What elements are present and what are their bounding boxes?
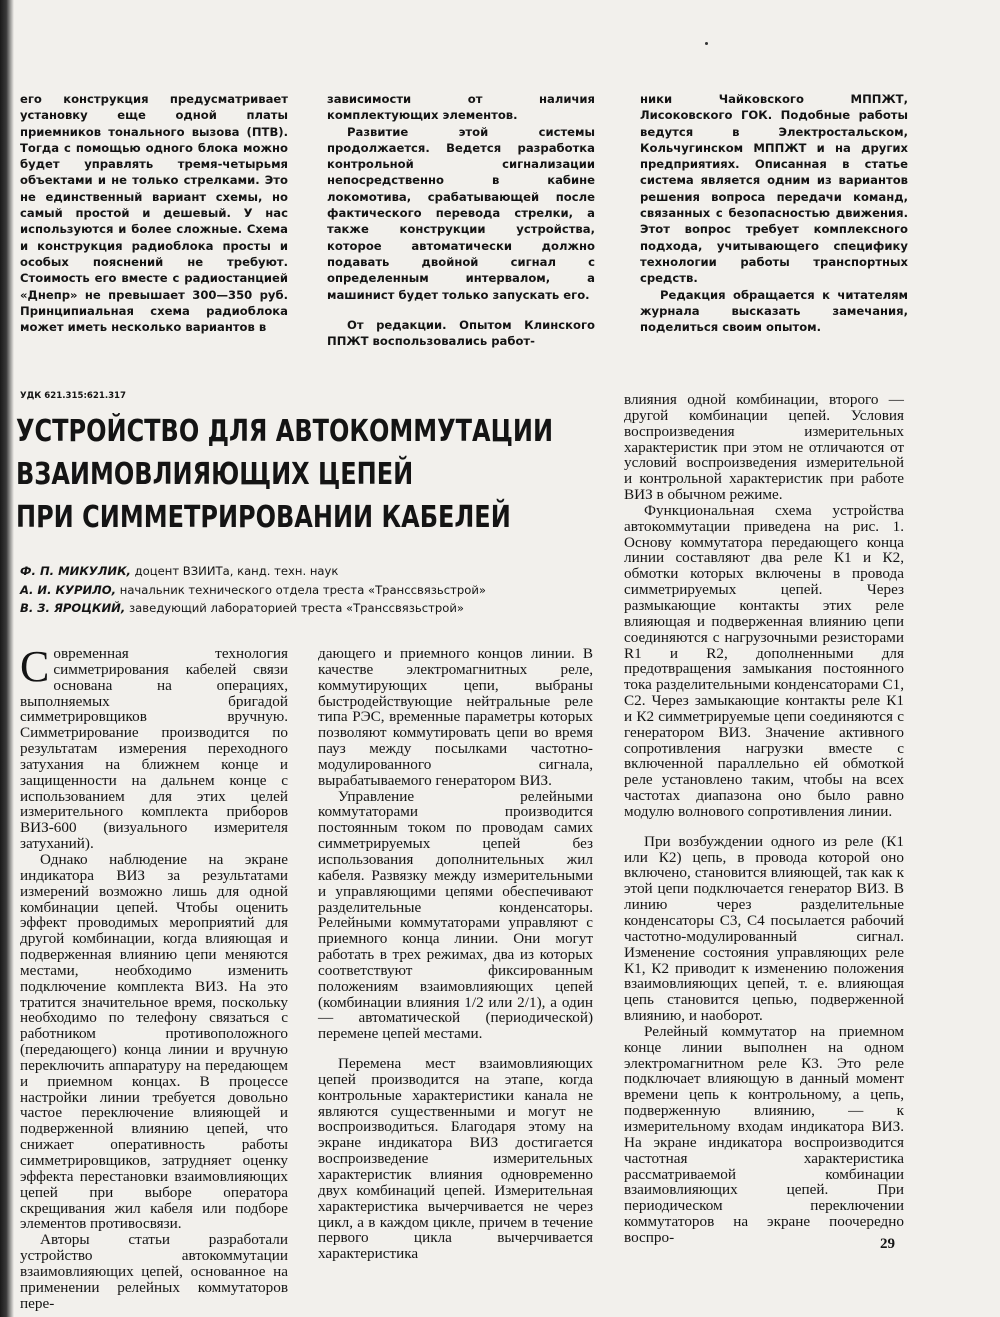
article-title-line-2: ВЗАИМОВЛИЯЮЩИХ ЦЕПЕЙ [16,457,414,492]
prev-article-column-3 [640,91,908,335]
prev-col3-paragraph-2: Редакция обращается к читателям журнала высказать замечания, поделиться своим опытом. [640,287,908,335]
author-1-role: доцент ВЗИИТа, канд. техн. наук [130,564,339,578]
article-col3-paragraph-2: Функциональная схема устройства автокоммутации приведена на рис. 1. Основу коммутатора передающего конца линии составляют два реле К1 и К2, обмотки которых включены в провода симметрируемых цепей. Через размыкающие контакты этих реле влияющая и подверженная влиянию цепи соединяются с нагрузочными резисторами R1 и R2, дополненными для предотвращения замыкания постоянного тока разделительными конденсаторами С1, С2. Через замыкающие контакты реле К1 и К2 симметрируемые цепи соединяются с генератором ВИЗ. Значение активного сопротивления нагрузки вместе с включенной параллельно ей обмоткой реле установлено таким, чтобы на всех частотах диапазона оно было равно модулю волнового сопротивления линии. [624,501,904,820]
print-speck [705,42,708,45]
drop-cap: С [20,642,50,691]
article-column-2 [318,646,593,1262]
author-1-name: Ф. П. МИКУЛИК, [20,564,131,578]
prev-col2-paragraph-2: Развитие этой системы продолжается. Ведется разработка контрольной сигнализации непосредственно в кабине локомотива, срабатывающей после фактического перевода стрелки, а также конструкции устройства, которое автоматически должно подавать двойной сигнал с определенным интервалом, а машинист будет только запускать его. [327,124,595,302]
article-col1-paragraph-1 [20,642,288,853]
article-col3-paragraph-1: влияния одной комбинации, второго — другой комбинации цепей. Условия воспроизведения измерительных характеристик при этом не отличаются от условий воспроизведения измерительной и контрольной характеристик при работе ВИЗ в обычном режиме. [624,391,904,504]
editorial-note-start: От редакции. Опытом Клинского ППЖТ воспользовались работ- [327,317,595,349]
article-title [16,410,554,539]
article-col3-paragraph-4: Релейный коммутатор на приемном конце линии выполнен на одном электромагнитном реле К3. Это реле подключает влияющую в данный момент времени цепь к контрольному, а цепь, подверженную влиянию, — к измерительному входам индикатора ВИЗ. На экране индикатора воспроизводится частотная характеристика рассматриваемой комбинации взаимовлияющих цепей. При периодическом переключении коммутаторов на экране поочередно воспро- [624,1022,904,1246]
article-col2-paragraph-1: дающего и приемного концов линии. В качестве электромагнитных реле, коммутирующих цепи, выбраны быстродействующие нейтральные реле типа РЭС, временные параметры которых позволяют коммутировать цепи во время пауз между посылками частотно-модулированного сигнала, вырабатываемого генератором ВИЗ. [318,645,593,789]
page-binding-edge [0,0,14,1317]
author-2-name: А. И. КУРИЛО, [20,582,117,597]
article-col3-paragraph-3: При возбуждении одного из реле (К1 или К2) цепь, в провода которой оно включено, становится влияющей, так как к этой цепи подключается генератор ВИЗ. В линию через разделительные конденсаторы С3, С4 посылается рабочий частотно-модулированный сигнал. Изменение состояния управляющих реле К1, К2 приводит к изменению положения взаимовлияющих цепей, т. е. влияющая цепь становится цепью, подверженной влиянию, и наоборот. [624,832,904,1025]
article-title-line-3: ПРИ СИММЕТРИРОВАНИИ КАБЕЛЕЙ [16,500,511,535]
article-col1-paragraph-2: Однако наблюдение на экране индикатора ВИЗ за результатами измерений возможно лишь для одной комбинации цепей. Чтобы оценить эффект проводимых мероприятий для другой комбинации, когда влияющая и подверженная влиянию цепи меняются местами, необходимо изменить подключение комплекта ВИЗ. На это тратится значительное время, поскольку необходимо по телефону связаться с работником противоположного (передающего) конца линии и вручную переключить аппаратуру на передающем и приемном концах. В процессе настройки линии требуется довольно частое переключение влияющей и подверженной влиянию цепей, что снижает оперативность работы симметрировщиков, затрудняет оценку эффекта перестановки взаимовлияющих цепей при выборе оператора скрещивания жил кабеля или подборе элементов противосвязи. [20,850,288,1233]
udc-code: УДК 621.315:621.317 [20,391,127,401]
prev-col1-paragraph-1: его конструкция предусматривает установку еще одной платы приемников тонального вызова (ПТВ). Тогда с помощью одного блока можно будет управлять тремя-четырьмя объектами и не только стрелками. Это не единственный вариант схемы, но самый простой и дешевый. У нас используются и более сложные. Схема и конструкция радиоблока просты и особых пояснений не требуют. Стоимость его вместе с радиостанцией «Днепр» не превышает 300—350 руб. Принципиальная схема радиоблока может иметь несколько вариантов в [20,92,288,335]
author-list [20,562,580,618]
prev-article-column-1 [20,91,288,335]
article-col1-paragraph-1-text: овременная технология симметрирования кабелей связи основана на операциях, выполняемых бригадой симметрировщиков вручную. Симметрирование производится по результатам измерения переходного затухания на ближнем конце и защищенности на дальнем конце с использованием для этих целей измерительного комплекта приборов ВИЗ-600 (визуального измерителя затуханий). [20,645,288,853]
article-column-1 [20,642,288,1312]
author-3 [20,599,580,618]
prev-col2-paragraph-1: зависимости от наличия комплектующих элементов. [327,92,595,123]
article-col2-paragraph-3: Перемена мест взаимовлияющих цепей производится на этапе, когда контрольные характеристики канала не являются существенными и могут не воспроизводиться. Благодаря этому на экране индикатора ВИЗ достигается воспроизведение измерительных характеристик влияния одновременно двух комбинаций цепей. Измерительная характеристика вычерчивается не через цикл, а в каждом цикле, причем в течение первого цикла вычерчивается характеристика [318,1055,593,1263]
author-2-role: начальник технического отдела треста «Транссвязьстрой» [116,582,486,597]
article-col1-paragraph-3: Авторы статьи разработали устройство автокоммутации взаимовлияющих цепей, основанное на применении релейных коммутаторов пере- [20,1231,288,1312]
author-2 [20,581,580,600]
article-column-3 [624,392,904,1246]
article-col2-paragraph-2: Управление релейными коммутаторами производится постоянным током по проводам самих симметрируемых цепей без использования дополнительных жил кабеля. Развязку между измерительными и управляющими цепями обеспечивают разделительные конденсаторы. Релейными коммутаторами управляют с приемного конца линии. Они могут работать в трех режимах, два из которых соответствуют фиксированным положениям взаимовлияющих цепей (комбинации влияния 1/2 или 2/1), а один — автоматической (периодической) перемене цепей местами. [318,787,593,1043]
author-3-role: заведующий лабораторией треста «Транссвязьстрой» [125,601,464,615]
page-number: 29 [880,1236,895,1252]
prev-article-column-2 [327,91,595,349]
author-3-name: В. З. ЯРОЦКИЙ, [20,601,126,615]
prev-col3-paragraph-1: ники Чайковского МППЖТ, Лисоковского ГОК. Подобные работы ведутся в Электростальском, Кольчугинском МППЖТ и на других предприятиях. Описанная в статье система является одним из вариантов решения вопроса передачи команд, связанных с безопасностью движения. Этот вопрос требует комплексного подхода, учитывающего специфику технологии работы транспортных средств. [640,92,908,286]
author-1 [20,562,580,581]
article-title-line-1: УСТРОЙСТВО ДЛЯ АВТОКОММУТАЦИИ [16,414,554,449]
